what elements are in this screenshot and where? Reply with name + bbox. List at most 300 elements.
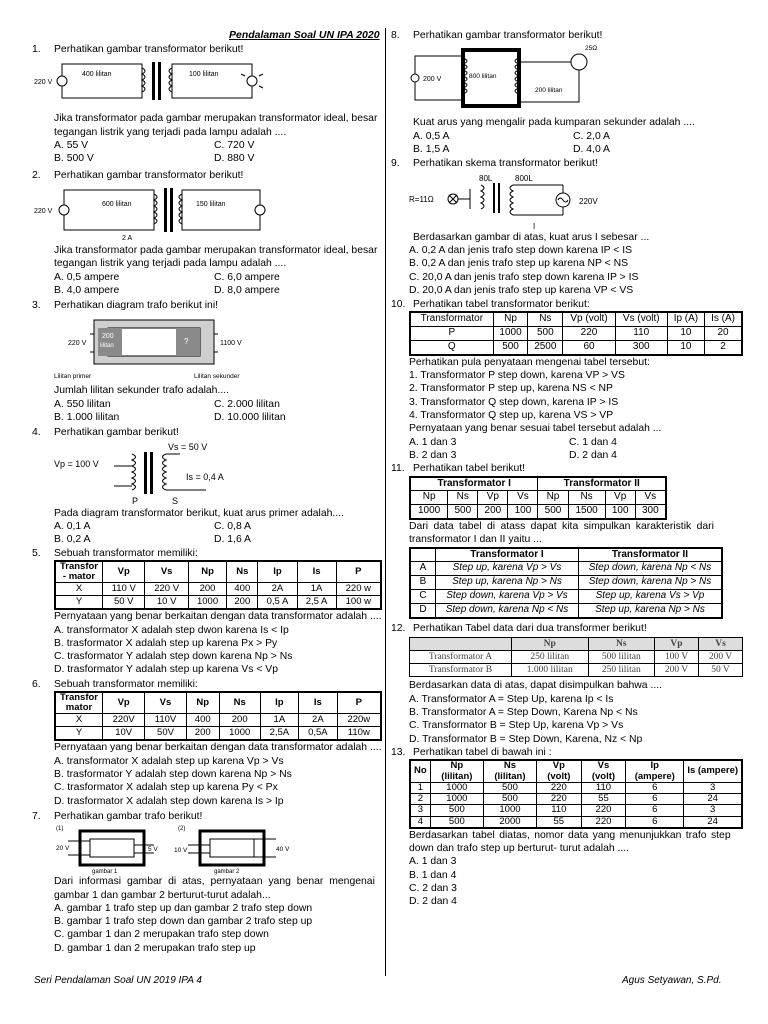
table-cell: Step up, karena Np > Ns xyxy=(436,576,579,590)
option-c[interactable]: C. gambar 1 dan 2 merupakan trafo step down xyxy=(54,929,269,941)
table-cell: 2 xyxy=(705,341,742,355)
option-b[interactable]: B. Transformator A = Step Down, Karena Np < Ns xyxy=(409,707,638,719)
table-row xyxy=(410,505,666,519)
table-header: Np xyxy=(493,312,528,326)
table-cell: 200 xyxy=(227,596,258,610)
question-stem: Perhatikan gambar transformator berikut! xyxy=(54,169,244,181)
label-vp: 220 V xyxy=(34,207,53,215)
question-number: 5. xyxy=(32,547,41,559)
question-number: 13. xyxy=(391,746,406,758)
table-cell: 20 xyxy=(705,327,742,341)
transformer-schema-9 xyxy=(409,171,629,231)
table-cell: 500 xyxy=(493,341,528,355)
question-text: gambar 1 dan gambar 2 berturut-turut adalah... xyxy=(54,889,271,901)
table-row xyxy=(410,327,742,341)
option-letter: D xyxy=(410,603,436,617)
table-cell: 220 V xyxy=(145,582,188,595)
option-c[interactable]: C. trasformator Y adalah step down karena Np > Ns xyxy=(54,651,293,663)
question-stem: Perhatikan gambar trafo berikut! xyxy=(54,810,203,822)
table-cell: 10V xyxy=(103,727,145,741)
table-cell: Step up, karena Np > Ns xyxy=(578,603,722,617)
label-gambar-1: gambar 1 xyxy=(92,869,118,876)
table-subheader: Np xyxy=(410,491,448,505)
table-cell: 2,5A xyxy=(260,727,299,741)
table-header: Vp (volt) xyxy=(563,312,616,326)
table-header: Transformator II xyxy=(578,548,722,562)
table-cell: 400 xyxy=(227,582,258,595)
answer-row-a[interactable] xyxy=(410,562,722,576)
question-number: 12. xyxy=(391,622,406,634)
table-header: Transfor mator xyxy=(55,692,103,713)
left-column xyxy=(32,43,382,955)
option-d[interactable]: D. 4,0 A xyxy=(573,143,610,155)
option-c[interactable]: C. 1 dan 4 xyxy=(569,436,617,448)
table-cell: Q xyxy=(410,341,493,355)
table-cell: 110 V xyxy=(103,582,145,595)
table-cell: 500 xyxy=(484,794,537,805)
question-stem: Perhatikan skema transformator berikut! xyxy=(413,158,598,170)
table-header: Is xyxy=(299,692,338,713)
label-primer: Lilitan primer xyxy=(54,373,92,381)
option-d[interactable]: D. 8,0 ampere xyxy=(214,284,280,296)
table-cell: 2,5 A xyxy=(297,596,336,610)
table-header: Transfor - mator xyxy=(55,561,103,582)
question-6 xyxy=(32,678,382,808)
label-sekunder: Lilitan sekunder xyxy=(194,373,240,381)
label-vp: 200 V xyxy=(423,76,442,84)
option-b[interactable]: B. 1,5 A xyxy=(413,143,450,155)
question-stem: Perhatikan diagram trafo berikut ini! xyxy=(54,300,219,312)
table-cell: 1A xyxy=(297,582,336,595)
option-a[interactable]: A. Transformator A = Step Up, karena Ip < Is xyxy=(409,693,614,705)
option-letter: A xyxy=(410,562,436,576)
table-cell: 50 V xyxy=(103,596,145,610)
table-row xyxy=(55,727,381,741)
table-cell: 1000 xyxy=(430,794,483,805)
table-cell: 200 V xyxy=(655,664,699,677)
table-header: Ip (ampere) xyxy=(626,760,684,782)
label-vp: Vp = 100 V xyxy=(54,458,99,469)
option-b[interactable]: B. gambar 1 trafo step down dan gambar 2 trafo step up xyxy=(54,916,313,928)
question-7 xyxy=(32,810,378,955)
table-cell: 110 xyxy=(615,327,667,341)
footer-right: Agus Setyawan, S.Pd. xyxy=(622,975,722,986)
table-header: Is (A) xyxy=(705,312,742,326)
label-gambar-2: gambar 2 xyxy=(214,869,240,876)
label-ns: ? xyxy=(184,337,189,347)
option-b[interactable]: B. 0,2 A xyxy=(54,534,91,546)
transformer-diagram-3 xyxy=(54,314,254,382)
table-cell: Step up, karena Vp > Vs xyxy=(436,562,579,576)
option-a[interactable]: A. 0,5 A xyxy=(413,130,450,142)
table-cell: 3 xyxy=(684,805,742,816)
table-subheader: Ns xyxy=(448,491,478,505)
label-np: 600 lilitan xyxy=(102,200,132,208)
option-a[interactable]: A. 0,2 A dan jenis trafo step down karena IP < IS xyxy=(409,244,633,256)
table-header: Vp xyxy=(103,692,145,713)
option-d[interactable]: D. 10.000 lilitan xyxy=(214,412,286,424)
table-cell: 55 xyxy=(581,794,625,805)
question-12 xyxy=(391,622,738,746)
table-cell: 24 xyxy=(684,816,742,828)
table-cell: 50 V xyxy=(698,664,742,677)
table-cell: 100 w xyxy=(336,596,381,610)
question-number: 11. xyxy=(391,463,405,475)
question-text: tegangan listrik yang terjadi pada lampu adalah .... xyxy=(54,258,287,270)
table-cell: 200 V xyxy=(698,651,742,664)
table-cell: Y xyxy=(55,727,103,741)
question-text: tegangan listrik yang terjadi pada lampu adalah .... xyxy=(54,126,287,138)
label-v3: 10 V xyxy=(174,847,188,855)
question-2 xyxy=(32,169,378,298)
table-row xyxy=(55,582,381,595)
answer-row-c[interactable] xyxy=(410,590,722,604)
option-a[interactable]: A. 0,5 ampere xyxy=(54,271,120,283)
table-cell: 2A xyxy=(258,582,297,595)
label-vs: Vs = 50 V xyxy=(168,441,208,452)
data-table-10 xyxy=(409,311,743,355)
question-text: Pernyataan yang benar berkaitan dengan data transformator adalah .... xyxy=(54,742,382,754)
table-cell: Step up, karena Vs > Vp xyxy=(578,590,722,604)
question-8 xyxy=(391,29,738,156)
table-cell: 24 xyxy=(684,794,742,805)
option-b[interactable]: B. 1.000 lilitan xyxy=(54,412,120,424)
question-text: Pada diagram transformator berikut, kuat arus primer adalah.... xyxy=(54,507,344,519)
table-row xyxy=(410,805,742,816)
table-cell: 3 xyxy=(684,782,742,793)
table-header: Vs xyxy=(145,561,188,582)
transformer-figure-1 xyxy=(34,56,274,106)
table-header: Np xyxy=(511,637,588,650)
label-np-unit: lilitan xyxy=(100,343,114,350)
table-cell: 200 xyxy=(186,727,219,741)
table-header: Vp xyxy=(655,637,699,650)
question-stem: Sebuah transformator memiliki: xyxy=(54,678,198,690)
data-table-13 xyxy=(409,759,743,829)
table-cell: 1500 xyxy=(568,505,605,519)
statement-item: 1. Transformator P step down, karena VP > VS xyxy=(409,370,625,382)
option-d[interactable]: D. 2 dan 4 xyxy=(409,896,457,908)
table-cell: Step down, karena Np < Ns xyxy=(578,562,722,576)
option-c[interactable]: C. 2.000 lilitan xyxy=(214,398,280,410)
option-b[interactable]: B. 2 dan 3 xyxy=(409,450,457,462)
table-header: P xyxy=(337,692,381,713)
table-header: Np (lilitan) xyxy=(430,760,483,782)
table-cell: 10 xyxy=(667,341,704,355)
table-header: Ip (A) xyxy=(667,312,704,326)
option-c[interactable]: C. 2 dan 3 xyxy=(409,883,457,895)
question-text: transformator I dan II yaitu ... xyxy=(409,534,542,546)
question-text: Berdasarkan tabel diatas, nomor data yang menunjukkan trafo step xyxy=(409,829,731,841)
option-b[interactable]: B. 1 dan 4 xyxy=(409,869,457,881)
question-number: 6. xyxy=(32,678,41,690)
option-a[interactable]: A. 55 V xyxy=(54,139,89,151)
table-header: Ip xyxy=(258,561,297,582)
question-number: 4. xyxy=(32,427,41,439)
table-cell: 2 xyxy=(410,794,430,805)
question-number: 3. xyxy=(32,300,41,312)
table-cell: 220 w xyxy=(336,582,381,595)
question-text: Dari informasi gambar di atas, pernyataan yang benar mengenai xyxy=(54,876,375,888)
option-d[interactable]: D. 20,0 A dan jenis trafo step up karena VP < VS xyxy=(409,284,634,296)
table-cell: X xyxy=(55,714,103,727)
table-header: Vs xyxy=(698,637,742,650)
answer-row-d[interactable] xyxy=(410,603,722,617)
table-cell: 4 xyxy=(410,816,430,828)
table-header: Np xyxy=(188,561,226,582)
question-text: Pernyataan yang benar berkaitan dengan data transformator adalah .... xyxy=(54,611,382,623)
table-cell: 2000 xyxy=(484,816,537,828)
table-header: No xyxy=(410,760,430,782)
option-letter: B xyxy=(410,576,436,590)
option-b[interactable]: B. 4,0 ampere xyxy=(54,284,120,296)
option-c[interactable]: C. trasformator X adalah step up karena Py < Px xyxy=(54,782,278,794)
table-cell: 1A xyxy=(260,714,299,727)
right-column xyxy=(391,29,738,909)
table-header: Ip xyxy=(260,692,299,713)
label-fig1-num: (1) xyxy=(56,826,64,833)
table-cell: 250 lilitan xyxy=(588,664,654,677)
table-row xyxy=(410,651,743,664)
question-text: Jumlah lilitan sekunder trafo adalah.... xyxy=(54,385,230,397)
question-number: 2. xyxy=(32,169,41,181)
label-np: 200 xyxy=(102,333,114,341)
table-cell: 1000 xyxy=(484,805,537,816)
question-stem: Sebuah transformator memiliki: xyxy=(54,547,198,559)
table-cell: 1.000 lilitan xyxy=(511,664,588,677)
table-cell: 100 V xyxy=(655,651,699,664)
data-table-12 xyxy=(409,637,743,677)
option-d[interactable]: D. trasformator X adalah step down karena Is > Ip xyxy=(54,795,284,807)
option-c[interactable]: C. 6,0 ampere xyxy=(214,271,280,283)
label-np: 400 lilitan xyxy=(82,71,112,79)
question-number: 1. xyxy=(32,44,41,55)
option-b[interactable]: B. 0,2 A dan jenis trafo step up karena NP < NS xyxy=(409,258,629,270)
option-a[interactable]: A. 1 dan 3 xyxy=(409,436,457,448)
table-cell: 200 xyxy=(219,714,260,727)
table-subheader: Ns xyxy=(568,491,605,505)
label-fig2-num: (2) xyxy=(178,826,186,833)
transformer-figure-8 xyxy=(409,44,609,116)
table-header: Transformator xyxy=(410,312,493,326)
table-header: Ns (lilitan) xyxy=(484,760,537,782)
label-v2: 5 V xyxy=(148,846,158,854)
option-b[interactable]: B. 500 V xyxy=(54,153,94,165)
label-ns: 100 lilitan xyxy=(189,71,219,79)
table-cell: Transformator B xyxy=(410,664,512,677)
question-number: 10. xyxy=(391,299,406,311)
question-stem: Perhatikan tabel di bawah ini : xyxy=(413,746,552,758)
label-v1: 20 V xyxy=(56,845,70,853)
table-row xyxy=(410,816,742,828)
option-d[interactable]: D. trasformator Y adalah step up karena Vs < Vp xyxy=(54,664,279,676)
option-a[interactable]: A. 0,1 A xyxy=(54,521,91,532)
table-cell: 6 xyxy=(626,805,684,816)
question-stem: Perhatikan tabel berikut! xyxy=(413,463,526,475)
table-cell: 400 xyxy=(186,714,219,727)
question-text: Perhatikan pula penyataan mengenai tabel tersebut: xyxy=(409,356,650,368)
table-cell: 500 xyxy=(430,805,483,816)
table-header: Is (ampere) xyxy=(684,760,742,782)
data-table-11 xyxy=(409,476,667,520)
label-r: 25Ω xyxy=(585,45,598,53)
column-divider xyxy=(385,28,386,976)
question-stem: Perhatikan gambar transformator berikut! xyxy=(54,44,244,55)
option-a[interactable]: A. transformator X adalah step up karena Vp > Vs xyxy=(54,755,284,767)
table-header: Transformator II xyxy=(538,477,666,491)
table-cell: 500 xyxy=(448,505,478,519)
table-cell: P xyxy=(410,327,493,341)
table-cell: 500 xyxy=(538,505,568,519)
option-a[interactable]: A. 550 lilitan xyxy=(54,398,111,410)
table-cell: 220w xyxy=(337,714,381,727)
table-cell: 1000 xyxy=(493,327,528,341)
statement-item: 3. Transformator Q step down, karena IP > IS xyxy=(409,396,619,408)
label-np: 80L xyxy=(479,173,493,183)
option-a[interactable]: A. 1 dan 3 xyxy=(409,856,457,868)
question-11 xyxy=(391,462,738,618)
option-c[interactable]: C. Transformator B = Step Up, karena Vp > Vs xyxy=(409,720,624,732)
table-row xyxy=(55,714,381,727)
option-c[interactable]: C. 20,0 A dan jenis trafo step down karena IP > IS xyxy=(409,271,639,283)
question-text: Kuat arus yang mengalir pada kumparan sekunder adalah .... xyxy=(413,117,695,129)
table-header: P xyxy=(336,561,381,582)
question-text: Berdasarkan gambar di atas, kuat arus I sebesar ... xyxy=(413,231,650,243)
table-cell: Step down, karena Np > Ns xyxy=(578,576,722,590)
table-header: Vs (volt) xyxy=(615,312,667,326)
table-row xyxy=(410,341,742,355)
option-a[interactable]: A. transformator X adalah step dwon karena Is < Ip xyxy=(54,624,289,636)
table-cell: 6 xyxy=(626,816,684,828)
table-row xyxy=(55,596,381,610)
question-13 xyxy=(391,746,738,909)
label-v4: 40 V xyxy=(276,846,290,854)
table-cell: 10 xyxy=(667,327,704,341)
footer-left: Seri Pendalaman Soal UN 2019 IPA 4 xyxy=(34,975,202,986)
table-cell: 250 lilitan xyxy=(511,651,588,664)
label-vp: 220 V xyxy=(34,79,53,87)
table-cell: 100 xyxy=(508,505,538,519)
option-c[interactable]: C. 720 V xyxy=(214,139,255,151)
table-header: Ns xyxy=(219,692,260,713)
table-cell: 110w xyxy=(337,727,381,741)
table-header: Ns xyxy=(227,561,258,582)
table-row xyxy=(410,794,742,805)
question-10 xyxy=(391,298,738,462)
table-cell: 220 xyxy=(563,327,616,341)
option-d[interactable]: D. Transformator B = Step Down, Karena, Nz < Np xyxy=(409,733,643,745)
table-header: Vs (volt) xyxy=(581,760,625,782)
table-cell: X xyxy=(55,582,103,595)
table-cell: 60 xyxy=(563,341,616,355)
table-corner xyxy=(410,548,436,562)
table-cell: 10 V xyxy=(145,596,188,610)
question-4 xyxy=(32,426,378,546)
page-title: Pendalaman Soal UN IPA 2020 xyxy=(229,29,380,41)
question-1 xyxy=(32,43,378,166)
label-ns: 150 lilitan xyxy=(196,200,226,208)
table-cell: 3 xyxy=(410,805,430,816)
label-v: 220V xyxy=(579,196,598,206)
option-d[interactable]: D. 2 dan 4 xyxy=(569,450,617,462)
question-text: Pernyataan yang benar sesuai tabel tersebut adalah ... xyxy=(409,423,662,435)
table-row xyxy=(410,782,742,793)
table-cell: 300 xyxy=(615,341,667,355)
table-header: Vp xyxy=(103,561,145,582)
table-cell: 1000 xyxy=(188,596,226,610)
option-c[interactable]: C. 2,0 A xyxy=(573,130,610,142)
table-cell: 1000 xyxy=(219,727,260,741)
table-cell: Step down, karena Np < Ns xyxy=(436,603,579,617)
option-b[interactable]: B. trasformator X adalah step up karena Px > Py xyxy=(54,637,278,649)
option-d[interactable]: D. 1,6 A xyxy=(214,534,251,546)
label-np: 800 lilitan xyxy=(469,73,497,81)
table-cell: 6 xyxy=(626,794,684,805)
table-cell: 1000 xyxy=(430,782,483,793)
label-r: R=11Ω xyxy=(409,194,434,204)
question-stem: Perhatikan tabel transformator berikut: xyxy=(413,299,590,311)
table-cell: 220 xyxy=(536,782,581,793)
option-d[interactable]: D. 880 V xyxy=(214,153,255,165)
table-cell: 100 xyxy=(605,505,635,519)
table-header: Vs xyxy=(145,692,186,713)
label-ns: 200 lilitan xyxy=(535,87,563,95)
table-cell: 220 xyxy=(536,794,581,805)
table-header: Is xyxy=(297,561,336,582)
question-stem: Perhatikan Tabel data dari dua transformer berikut! xyxy=(413,622,647,634)
table-cell: 110 xyxy=(536,805,581,816)
label-ns: 800L xyxy=(515,173,533,183)
question-text: Dari data tabel di atass dapat kita simpulkan karakteristik dari xyxy=(409,521,714,533)
table-cell: 0,5 A xyxy=(258,596,297,610)
statement-item: 4. Transformator Q step up, karena VS > VP xyxy=(409,410,614,422)
option-b[interactable]: B. trasformator Y adalah step down karena Np > Ns xyxy=(54,768,292,780)
table-header: Np xyxy=(186,692,219,713)
option-c[interactable]: C. 0,8 A xyxy=(214,521,251,532)
question-5 xyxy=(32,547,382,677)
table-cell: 200 xyxy=(188,582,226,595)
question-9 xyxy=(391,157,738,297)
table-cell: 500 xyxy=(528,327,563,341)
table-cell: Transformator A xyxy=(410,651,512,664)
table-cell: 300 xyxy=(635,505,666,519)
table-cell: 110V xyxy=(145,714,186,727)
table-cell: Y xyxy=(55,596,103,610)
transformer-figure-4 xyxy=(54,440,274,506)
transformer-figure-7 xyxy=(54,823,304,875)
table-header: Vp (volt) xyxy=(536,760,581,782)
table-cell: 0,5A xyxy=(299,727,338,741)
label-is: Is = 0,4 A xyxy=(186,471,224,482)
table-cell: Step down, karena Vp > Vs xyxy=(436,590,579,604)
label-current: 2 A xyxy=(122,234,133,242)
question-3 xyxy=(32,299,378,424)
answer-row-b[interactable] xyxy=(410,576,722,590)
table-subheader: Vp xyxy=(478,491,508,505)
data-table-6 xyxy=(54,691,382,741)
table-cell: 6 xyxy=(626,782,684,793)
table-cell: 500 xyxy=(430,816,483,828)
table-cell: 2500 xyxy=(528,341,563,355)
option-d[interactable]: D. gambar 1 dan 2 merupakan trafo step up xyxy=(54,942,256,954)
table-subheader: Vs xyxy=(635,491,666,505)
table-header: Transformator I xyxy=(436,548,579,562)
option-a[interactable]: A. gambar 1 trafo step up dan gambar 2 trafo step down xyxy=(54,902,313,914)
table-cell: 2A xyxy=(299,714,338,727)
answer-table-11 xyxy=(409,547,723,619)
question-text: Jika transformator pada gambar merupakan transformator ideal, besar xyxy=(54,244,378,256)
table-cell: 1000 xyxy=(410,505,448,519)
